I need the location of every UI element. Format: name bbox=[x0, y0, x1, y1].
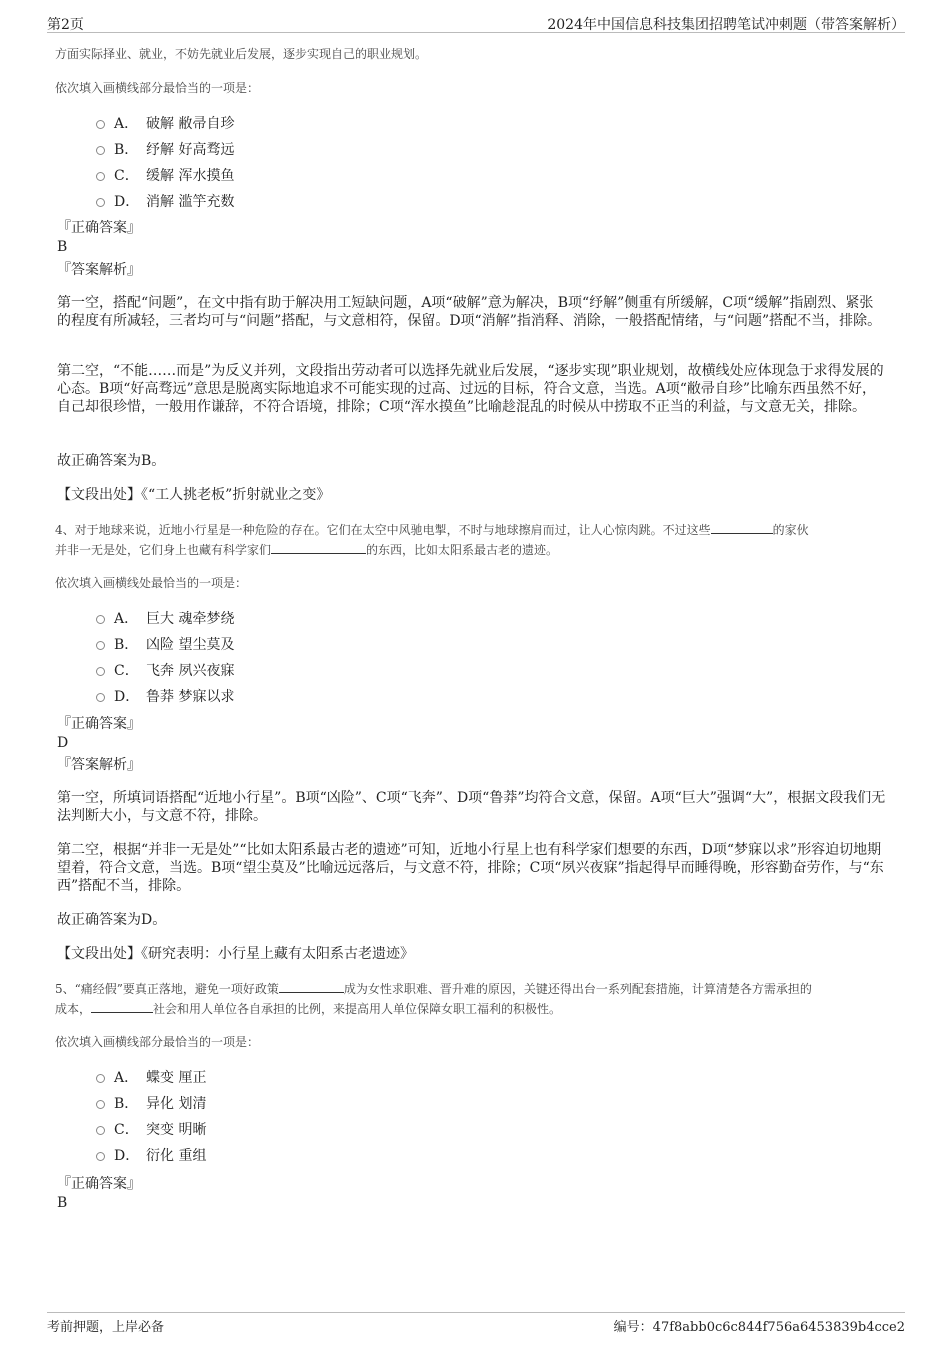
q3-conclusion: 故正确答案为B。 bbox=[57, 453, 166, 469]
radio-icon[interactable] bbox=[96, 615, 105, 624]
q4-analysis-2: 第二空，根据“并非一无是处”“比如太阳系最古老的遗迹”可知，近地小行星上也有科学家们想要的东西，D项“梦寐以求”形容迫切地期望着，符合文意，当选。B项“望尘莫及”比喻远远落后，与文意不符，排除；C项“夙兴夜寐”指起得早而睡得晚，形容勤奋劳作，与“东西”搭配不当，排除。 bbox=[57, 842, 884, 894]
radio-icon[interactable] bbox=[96, 172, 105, 181]
page-footer bbox=[47, 1312, 905, 1335]
document-title: 2024年中国信息科技集团招聘笔试冲刺题（带答案解析） bbox=[547, 17, 905, 33]
blank-line bbox=[279, 980, 344, 993]
footer-code: 编号：47f8abb0c6c844f756a6453839b4cce2 bbox=[613, 1320, 905, 1335]
q4-analysis-label: 『答案解析』 bbox=[57, 757, 141, 773]
radio-icon[interactable] bbox=[96, 198, 105, 207]
radio-icon[interactable] bbox=[96, 1152, 105, 1161]
q5-answer-label: 『正确答案』 bbox=[57, 1176, 141, 1192]
q3-stem-tail: 方面实际择业、就业，不妨先就业后发展，逐步实现自己的职业规划。 bbox=[55, 47, 428, 61]
q3-source: 【文段出处】《“工人挑老板”折射就业之变》 bbox=[57, 487, 331, 503]
q4-stem: 4、对于地球来说，近地小行星是一种危险的存在。它们在太空中风驰电掣，不时与地球擦肩而过，让人心惊肉跳。不过这些 的家伙 并非一无是处，它们身上也藏有科学家们 的东西，比如太阳系最古老的遗迹。 bbox=[55, 523, 809, 557]
q5-prompt: 依次填入画横线部分最恰当的一项是： bbox=[55, 1035, 260, 1049]
radio-icon[interactable] bbox=[96, 120, 105, 129]
radio-icon[interactable] bbox=[96, 693, 105, 702]
q5-answer: B bbox=[57, 1195, 68, 1211]
radio-icon[interactable] bbox=[96, 146, 105, 155]
q3-answer: B bbox=[57, 239, 68, 255]
radio-icon[interactable] bbox=[96, 1126, 105, 1135]
q4-answer: D bbox=[57, 735, 69, 751]
q4-analysis-1: 第一空，所填词语搭配“近地小行星”。B项“凶险”、C项“飞奔”、D项“鲁莽”均符合文意，保留。A项“巨大”强调“大”，根据文段我们无法判断大小，与文意不符，排除。 bbox=[57, 790, 886, 824]
footer-slogan: 考前押题，上岸必备 bbox=[47, 1320, 165, 1335]
q3-answer-label: 『正确答案』 bbox=[57, 220, 141, 236]
q4-source: 【文段出处】《研究表明：小行星上藏有太阳系古老遗迹》 bbox=[57, 946, 414, 962]
q5-stem: 5、“痛经假”要真正落地，避免一项好政策 成为女性求职难、晋升难的原因，关键还得出台一系列配套措施，计算清楚各方需承担的 成本， 社会和用人单位各自承担的比例，来提高用人单位保障女职工福利的积极性。 bbox=[55, 982, 812, 1016]
q4-conclusion: 故正确答案为D。 bbox=[57, 912, 167, 928]
q3-analysis-1: 第一空，搭配“问题”，在文中指有助于解决用工短缺问题，A项“破解”意为解决，B项“纾解”侧重有所缓解，C项“缓解”指剧烈、紧张的程度有所减轻，三者均可与“问题”搭配，与文意相符，保留。D项“消解”指消释、消除，一般搭配情绪，与“问题”搭配不当，排除。 bbox=[57, 295, 882, 329]
blank-line bbox=[271, 541, 366, 554]
radio-icon[interactable] bbox=[96, 1074, 105, 1083]
page-header bbox=[47, 12, 905, 33]
q4-answer-label: 『正确答案』 bbox=[57, 716, 141, 732]
q4-prompt: 依次填入画横线处最恰当的一项是： bbox=[55, 576, 248, 590]
page-number: 第2页 bbox=[47, 17, 84, 33]
blank-line bbox=[91, 1000, 153, 1013]
radio-icon[interactable] bbox=[96, 641, 105, 650]
q3-analysis-label: 『答案解析』 bbox=[57, 262, 141, 278]
blank-line bbox=[711, 521, 773, 534]
radio-icon[interactable] bbox=[96, 1100, 105, 1109]
radio-icon[interactable] bbox=[96, 667, 105, 676]
q3-analysis-2: 第二空，“不能……而是”为反义并列，文段指出劳动者可以选择先就业后发展，“逐步实现”职业规划，故横线处应体现急于求得发展的心态。B项“好高骛远”意思是脱离实际地追求不可能实现的过高、过远的目标，符合文意，当选。A项“敝帚自珍”比喻东西虽然不好，自己却很珍惜，一般用作谦辞，不符合语境，排除；C项“浑水摸鱼”比喻趁混乱的时候从中捞取不正当的利益，与文意无关，排除。 bbox=[57, 363, 884, 415]
q3-prompt: 依次填入画横线部分最恰当的一项是： bbox=[55, 81, 260, 95]
